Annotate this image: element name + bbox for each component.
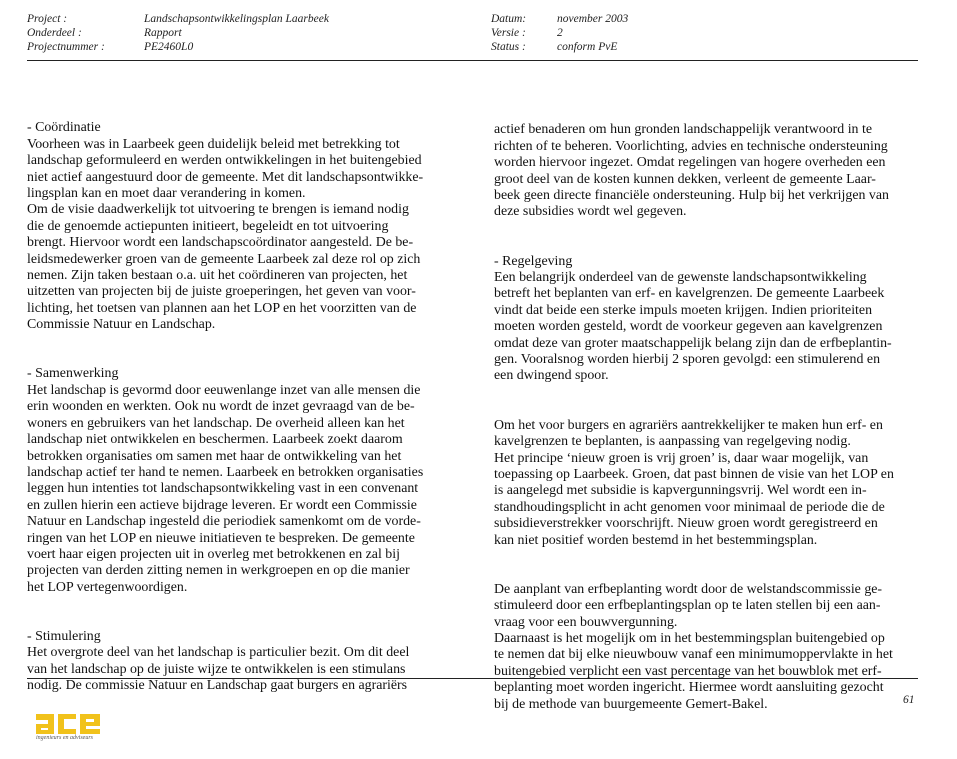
header-divider [27, 60, 918, 61]
header-left [27, 12, 329, 54]
page-number: 61 [903, 694, 915, 706]
header-row-status [491, 40, 628, 54]
header-row-onderdeel [27, 26, 329, 40]
header-row-versie [491, 26, 628, 40]
footer-divider [27, 678, 918, 679]
header-row-projectnummer [27, 40, 329, 54]
header-label: Project : [27, 13, 68, 25]
header-label: Status : [491, 41, 526, 53]
header-right [491, 12, 628, 54]
header-value: conform PvE [557, 41, 618, 53]
header-value: Rapport [144, 27, 182, 39]
section-regelgeving: - Regelgeving Een belangrijk onderdeel van de gewenste landschapsontwikkeling betreft het beplanten van erf- en kavelgrenzen. De gemeente Laarbeek vindt dat beide een sterke impuls moeten krijgen. Indien prioriteiten moeten worden gesteld, wordt de voorkeur gegeven aan kavelgrenzen omdat deze van groter maatschappelijk belang zijn dan de erfbeplantin- gen. Vooralsnog worden hierbij 2 sporen gevolgd: een stimulerend en een dwingend spoor. [494, 253, 892, 384]
body-column-left [27, 104, 457, 711]
section-samenwerking: - Samenwerking Het landschap is gevormd door eeuwenlange inzet van alle mensen die erin woonden en werkten. Ook nu wordt de inzet gevraagd van de be- woners en gebruikers van het landschap. De overheid alleen kan het landschap niet ontwikkelen en beschermen. Laarbeek zoekt daarom betrokken organisaties om samen met haar de ontwikkeling van het landschap actief ter hand te nemen. Laarbeek en betrokken organisaties leggen hun intenties tot landschapsontwikkeling vast in een convenant en zullen hierin een actieve bijdrage leveren. Er wordt een Commissie Natuur en Landschap ingesteld die periodiek samenkomt om de vorde- ringen van het LOP en nieuwe initiatieven te bespreken. De gemeente voert haar eigen projecten uit in overleg met betrokkenen en zal bij projecten van derden zitting nemen in werkgroepen en op die manier het LOP vertegenwoordigen. [27, 366, 424, 595]
paragraph-erfbeplanting: De aanplant van erfbeplanting wordt door de welstandscommissie ge- stimuleerd door een erfbeplantingsplan op te laten stellen bij een aan- vraag voor een bouwvergunning. Daarnaast is het mogelijk om in het bestemmingsplan buitengebied op te nemen dat bij elke nieuwbouw vanaf een minimumoppervlakte in het buitengebied verplicht een vast percentage van het bouwblok met erf- beplanting moet worden ingericht. Hiermee wordt aansluiting gezocht bij de methode van buurgemeente Gemert-Bakel. [494, 581, 893, 712]
header-value: november 2003 [557, 13, 629, 25]
header-label: Versie : [491, 27, 526, 39]
header-value: PE2460L0 [144, 41, 194, 53]
logo-tagline: ingenieurs en adviseurs [36, 735, 93, 741]
section-coordinatie: - Coördinatie Voorheen was in Laarbeek geen duidelijk beleid met betrekking tot landschap geformuleerd en werden ontwikkelingen in het buitengebied niet actief aangestuurd door de gemeente. Met dit landschapsontwikke- lingsplan kan en moet daar verandering in komen. Om de visie daadwerkelijk tot uitvoering te brengen is iemand nodig die de genoemde actiepunten initieert, begeleidt en tot uitvoering brengt. Hiervoor wordt een landschapscoördinator aangesteld. De be- leidsmedewerker groen van de gemeente Laarbeek zal deze rol op zich nemen. Zijn taken bestaan o.a. uit het coördineren van projecten, het uitzetten van projecten bij de juiste groeperingen, het geven van voor- lichting, het toetsen van plannen aan het LOP en het voorzitten van de Commissie Natuur en Landschap. [27, 120, 424, 333]
header-row-datum [491, 12, 628, 26]
header-row-project [27, 12, 329, 26]
header-label: Datum: [491, 13, 527, 25]
ace-logo [30, 706, 110, 750]
header-value: 2 [557, 27, 563, 39]
section-stimulering-continued: actief benaderen om hun gronden landschappelijk verantwoord in te richten of te beheren. Voorlichting, advies en technische ondersteuning worden hiervoor ingezet. Omdat regelingen van hogere overheden een groot deel van de kosten kunnen dekken, verleent de gemeente Laar- beek geen directe financiële ondersteuning. Hulp bij het verkrijgen van deze subsidies wordt wel gegeven. [494, 122, 889, 220]
section-stimulering: - Stimulering Het overgrote deel van het landschap is particulier bezit. Om dit deel van het landschap op de juiste wijze te ontwikkelen is een stimulans nodig. De commissie Natuur en Landschap gaat burgers en agrariërs [27, 628, 410, 694]
paragraph-aantrekkelijker: Om het voor burgers en agrariërs aantrekkelijker te maken hun erf- en kavelgrenzen te beplanten, is aanpassing van regelgeving nodig. Het principe ‘nieuw groen is vrij groen’ is, daar waar mogelijk, van toepassing op Laarbeek. Groen, dat past binnen de visie van het LOP en is aangelegd met subsidie is kapvergunningsvrij. Wel wordt een in- standhoudingsplicht in acht genomen voor minimaal de periode die de subsidieverstrekker voorschrijft. Nieuw groen wordt geregistreerd en kan niet positief worden bestemd in het bestemmingsplan. [494, 417, 894, 548]
header-label: Projectnummer : [27, 41, 105, 53]
body-column-right [494, 106, 919, 729]
header-label: Onderdeel : [27, 27, 82, 39]
header-value: Landschapsontwikkelingsplan Laarbeek [144, 13, 329, 25]
